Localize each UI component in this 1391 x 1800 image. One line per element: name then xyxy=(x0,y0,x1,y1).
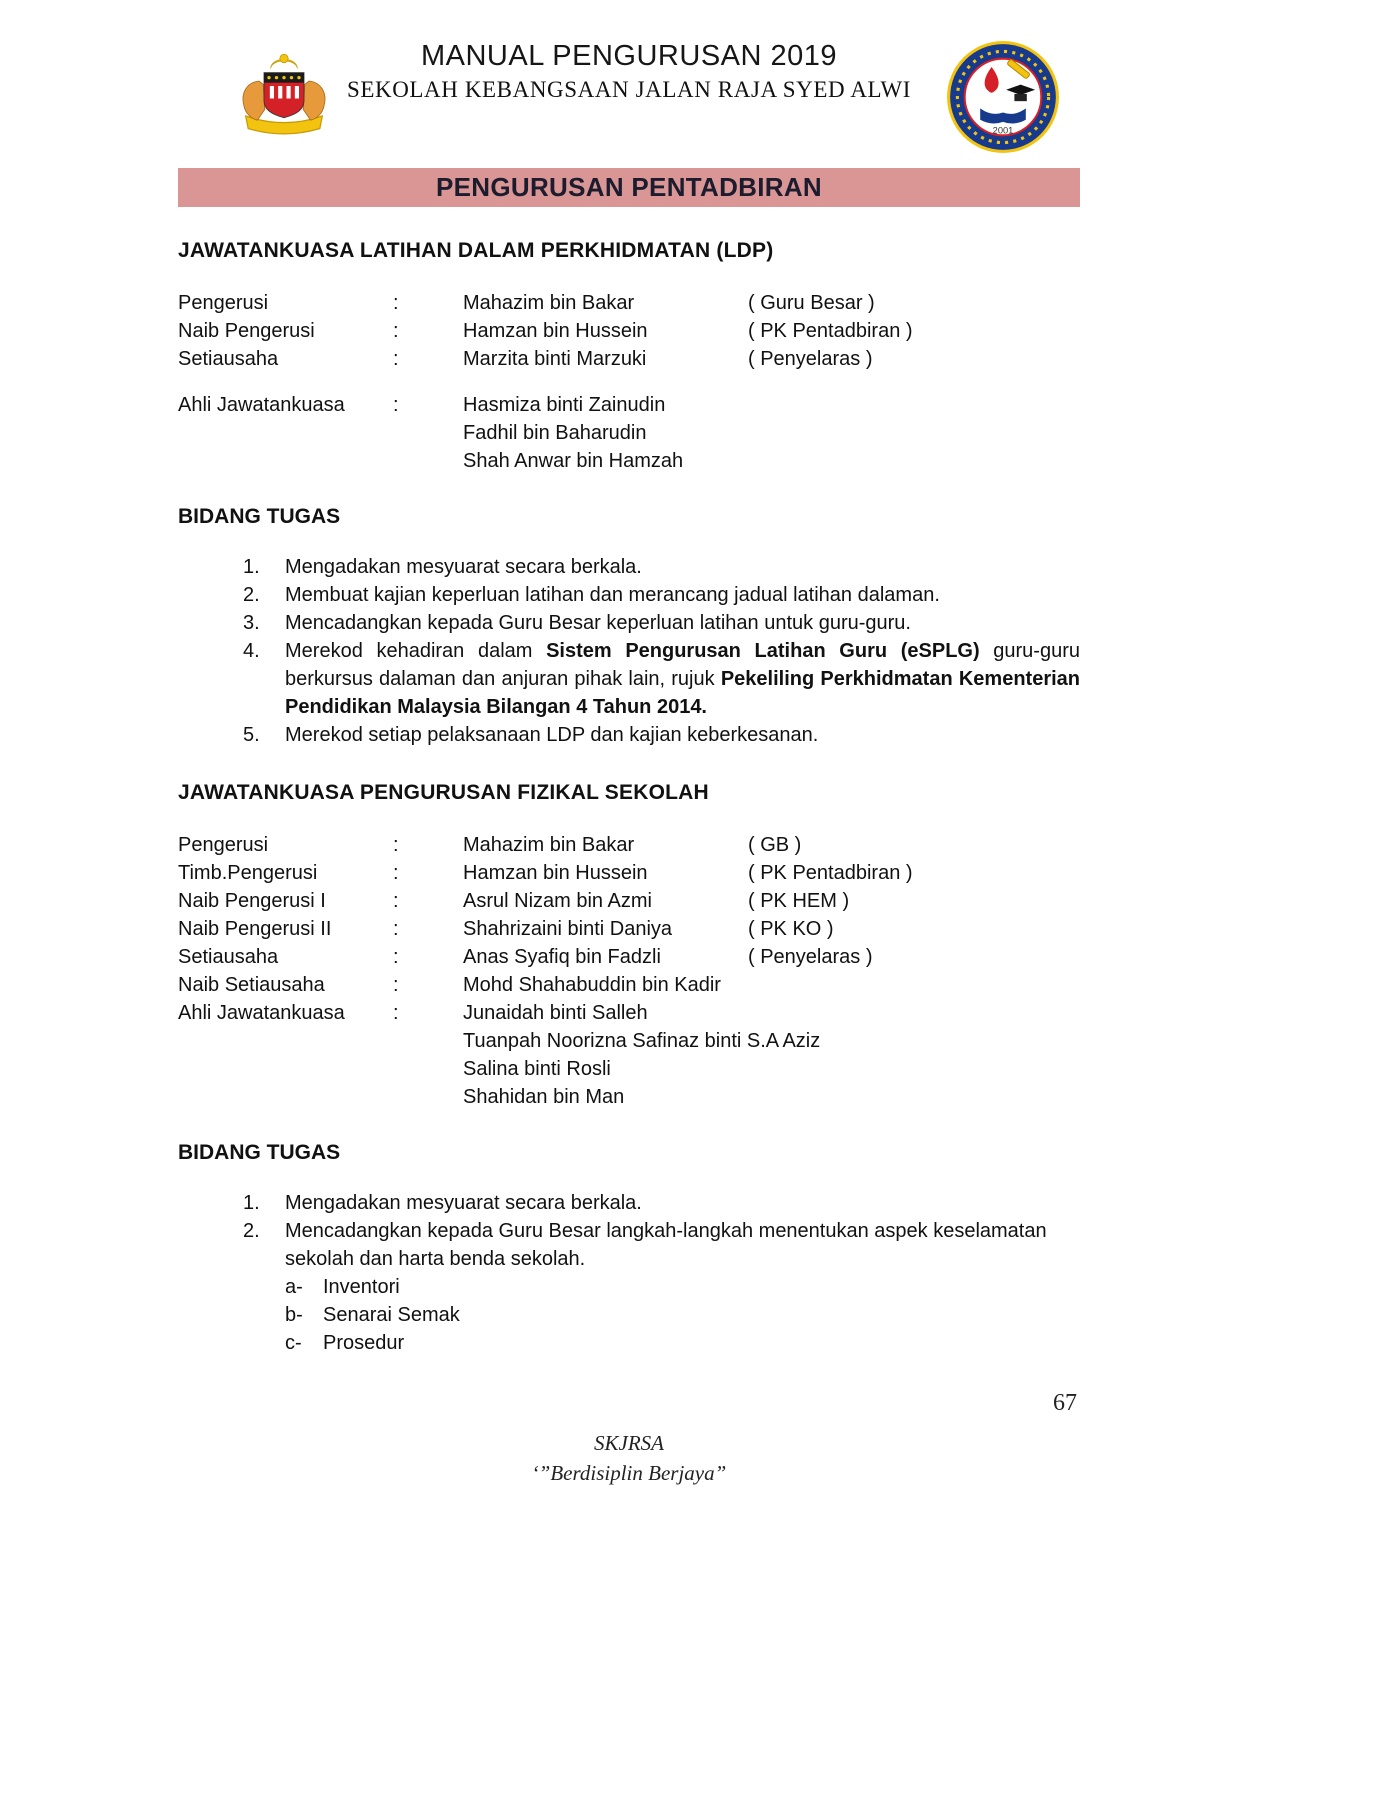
committee-role-note: ( PK Pentadbiran ) xyxy=(748,320,913,342)
section2-tasks-list xyxy=(178,1189,1080,1357)
committee-member-name: Anas Syafiq bin Fadzli xyxy=(463,946,661,968)
committee-member-name: Junaidah binti Salleh xyxy=(463,1002,648,1024)
subitem-label: c- xyxy=(285,1332,302,1354)
task-number: 2. xyxy=(243,1220,260,1242)
committee-role-label: Setiausaha xyxy=(178,946,279,968)
committee-member-name: Mohd Shahabuddin bin Kadir xyxy=(463,974,721,996)
committee-row xyxy=(178,831,1080,859)
task-number: 4. xyxy=(243,640,260,662)
committee-colon: : xyxy=(393,834,399,856)
task-number: 2. xyxy=(243,584,260,606)
task-number: 1. xyxy=(243,1192,260,1214)
committee-colon xyxy=(393,1027,463,1055)
task-item xyxy=(178,553,1080,581)
committee-row xyxy=(178,419,1080,447)
committee-role-label: Ahli Jawatankuasa xyxy=(178,394,345,416)
committee-member-name: Mahazim bin Bakar xyxy=(463,292,635,314)
school-crest-icon xyxy=(946,40,1060,154)
committee-role-note: ( PK Pentadbiran ) xyxy=(748,862,913,884)
task-item xyxy=(178,581,1080,609)
committee-colon: : xyxy=(393,292,399,314)
footer-school-abbr: SKJRSA xyxy=(594,1431,664,1455)
committee-row xyxy=(178,971,1080,999)
task-text xyxy=(285,637,1080,721)
task-text: Mencadangkan kepada Guru Besar keperluan latihan untuk guru-guru. xyxy=(285,612,911,634)
committee-role-label xyxy=(178,1055,393,1083)
committee-member-name: Shahrizaini binti Daniya xyxy=(463,918,673,940)
committee-role-label: Naib Pengerusi I xyxy=(178,890,326,912)
section1-tasks-heading: BIDANG TUGAS xyxy=(178,505,341,528)
subitem-row xyxy=(285,1273,1080,1301)
committee-member-name: Hamzan bin Hussein xyxy=(463,862,648,884)
spacer xyxy=(178,373,1080,391)
committee-role-label xyxy=(178,447,393,475)
committee-row xyxy=(178,345,1080,373)
committee-member-name: Mahazim bin Bakar xyxy=(463,834,635,856)
task-text-bold-segment: Sistem Pengurusan Latihan Guru (eSPLG) xyxy=(546,640,980,662)
committee-role-note: ( Penyelaras ) xyxy=(748,946,873,968)
section-banner xyxy=(178,168,1080,207)
committee-colon: : xyxy=(393,394,399,416)
committee-row xyxy=(178,1083,1080,1111)
subitem-label: a- xyxy=(285,1276,303,1298)
committee-role-label: Ahli Jawatankuasa xyxy=(178,1002,345,1024)
committee-colon xyxy=(393,419,463,447)
task-item xyxy=(178,609,1080,637)
committee-member-name: Fadhil bin Baharudin xyxy=(463,422,647,444)
task-text: Mengadakan mesyuarat secara berkala. xyxy=(285,1192,642,1214)
task-number: 5. xyxy=(243,724,260,746)
committee-role-label: Naib Setiausaha xyxy=(178,974,325,996)
school-name: SEKOLAH KEBANGSAAN JALAN RAJA SYED ALWI xyxy=(346,77,912,102)
committee-member-name: Shah Anwar bin Hamzah xyxy=(463,450,684,472)
page-content xyxy=(178,0,1080,1357)
committee-role-label: Pengerusi xyxy=(178,292,269,314)
task-item xyxy=(178,1189,1080,1217)
section1-tasks-list xyxy=(178,553,1080,749)
committee-role-note: ( GB ) xyxy=(748,834,802,856)
committee-member-name: Hasmiza binti Zainudin xyxy=(463,394,666,416)
committee-role-label: Setiausaha xyxy=(178,348,279,370)
subitem-text: Prosedur xyxy=(323,1332,405,1354)
committee-role-note: ( PK KO ) xyxy=(748,918,834,940)
section2-tasks-heading: BIDANG TUGAS xyxy=(178,1141,341,1164)
section1-committee xyxy=(178,289,1080,475)
committee-role-label xyxy=(178,1083,393,1111)
committee-colon: : xyxy=(393,946,399,968)
committee-colon xyxy=(393,447,463,475)
task-text: Mencadangkan kepada Guru Besar langkah-langkah menentukan aspek keselamatan sekolah dan harta benda sekolah. xyxy=(285,1220,1047,1270)
task-text: Mengadakan mesyuarat secara berkala. xyxy=(285,556,642,578)
committee-colon: : xyxy=(393,1002,399,1024)
committee-member-name: Hamzan bin Hussein xyxy=(463,320,648,342)
task-text: Merekod setiap pelaksanaan LDP dan kajian keberkesanan. xyxy=(285,724,819,746)
task-number: 1. xyxy=(243,556,260,578)
footer-motto: ‘”Berdisiplin Berjaya” xyxy=(531,1461,727,1485)
header-text-block xyxy=(178,40,1080,103)
section2-committee xyxy=(178,831,1080,1111)
committee-member-name: Tuanpah Noorizna Safinaz binti S.A Aziz xyxy=(463,1030,821,1052)
committee-role-note: ( Penyelaras ) xyxy=(748,348,873,370)
task-item xyxy=(178,637,1080,721)
committee-role-note: ( Guru Besar ) xyxy=(748,292,875,314)
committee-row xyxy=(178,859,1080,887)
committee-row xyxy=(178,289,1080,317)
task-text-segment: Merekod kehadiran dalam xyxy=(285,640,547,662)
committee-colon: : xyxy=(393,890,399,912)
crest-year: 2001 xyxy=(992,125,1014,136)
committee-member-name: Shahidan bin Man xyxy=(463,1086,625,1108)
committee-colon xyxy=(393,1083,463,1111)
committee-member-name: Salina binti Rosli xyxy=(463,1058,611,1080)
subitem-text: Senarai Semak xyxy=(323,1304,460,1326)
committee-row xyxy=(178,943,1080,971)
committee-role-label: Naib Pengerusi xyxy=(178,320,315,342)
task-item xyxy=(178,721,1080,749)
committee-role-label xyxy=(178,419,393,447)
section-banner-title: PENGURUSAN PENTADBIRAN xyxy=(435,172,823,202)
section1-heading: JAWATANKUASA LATIHAN DALAM PERKHIDMATAN (LDP) xyxy=(178,239,774,262)
committee-role-label: Naib Pengerusi II xyxy=(178,918,332,940)
committee-role-label xyxy=(178,1027,393,1055)
committee-colon: : xyxy=(393,348,399,370)
page-header xyxy=(178,0,1080,168)
committee-colon: : xyxy=(393,974,399,996)
task-item xyxy=(178,1217,1080,1273)
committee-colon: : xyxy=(393,862,399,884)
committee-colon: : xyxy=(393,320,399,342)
committee-row xyxy=(178,999,1080,1027)
page-number: 67 xyxy=(1053,1390,1077,1416)
subitem-row xyxy=(285,1301,1080,1329)
committee-row xyxy=(178,1027,1080,1055)
task-text: Membuat kajian keperluan latihan dan merancang jadual latihan dalaman. xyxy=(285,584,940,606)
subitem-row xyxy=(285,1329,1080,1357)
committee-colon: : xyxy=(393,918,399,940)
committee-member-name: Marzita binti Marzuki xyxy=(463,348,647,370)
task-subitems xyxy=(285,1273,1080,1357)
committee-row xyxy=(178,317,1080,345)
subitem-label: b- xyxy=(285,1304,303,1326)
task-text-segment: guru-guru berkursus dalaman dan anjuran pihak lain, rujuk xyxy=(285,640,1080,690)
committee-colon xyxy=(393,1055,463,1083)
committee-member-name: Asrul Nizam bin Azmi xyxy=(463,890,652,912)
committee-role-note: ( PK HEM ) xyxy=(748,890,850,912)
task-text-bold-segment: Pekeliling Perkhidmatan Kementerian Pendidikan Malaysia Bilangan 4 Tahun 2014. xyxy=(285,668,1080,718)
committee-row xyxy=(178,391,1080,419)
committee-row xyxy=(178,887,1080,915)
subitem-text: Inventori xyxy=(323,1276,400,1298)
committee-role-label: Pengerusi xyxy=(178,834,269,856)
section2-heading: JAWATANKUASA PENGURUSAN FIZIKAL SEKOLAH xyxy=(178,781,709,804)
page-footer xyxy=(178,1428,1080,1488)
committee-row xyxy=(178,915,1080,943)
committee-role-label: Timb.Pengerusi xyxy=(178,862,318,884)
committee-row xyxy=(178,1055,1080,1083)
committee-row xyxy=(178,447,1080,475)
manual-title: MANUAL PENGURUSAN 2019 xyxy=(420,40,838,72)
task-number: 3. xyxy=(243,612,260,634)
